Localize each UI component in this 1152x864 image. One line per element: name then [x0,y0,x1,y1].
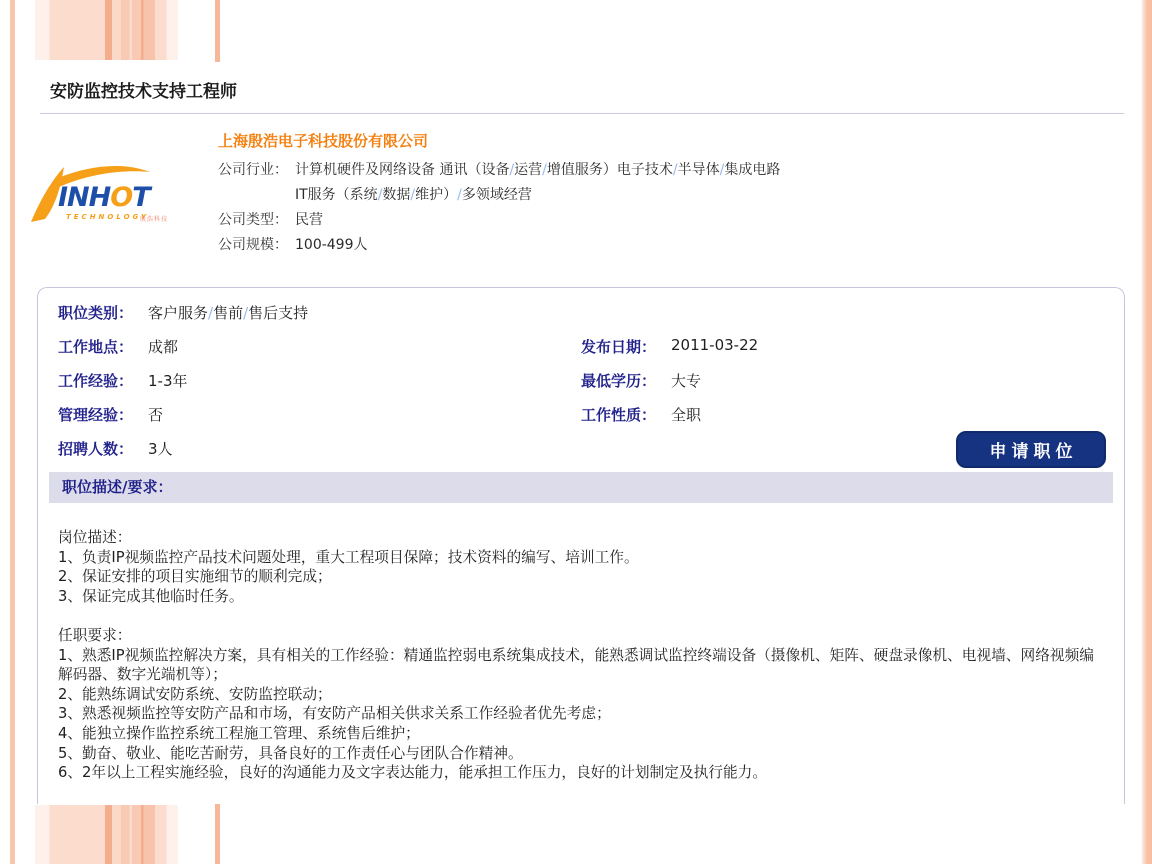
company-industry-value2: IT服务（系统/数据/维护）/多领域经营 [295,187,532,203]
decorative-tick-bottom [215,802,220,864]
company-type-label: 公司类型： [218,212,288,228]
job-description-text: 岗位描述： 1、负责IP视频监控产品技术问题处理，重大工程项目保障；技术资料的编写、培训工作。 2、保证安排的项目实施细节的顺利完成； 3、保证完成其他临时任务。 任职要求： 1、熟悉IP视频监控解决方案，具有相关的工作经验：精通监控弱电系统集成技术，能熟悉调试监控终端设备（摄像机、矩阵、硬盘录像机、电视墙、网络视频编解码器、数字光端机等）； 2、能熟练调试安防系统、安防监控联动； 3、熟悉视频监控等安防产品和市场，有安防产品相关供求关系工作经验者优先考虑； 4、能独立操作监控系统工程施工管理、系统售后维护； 5、勤奋、敬业、能吃苦耐劳，具备良好的工作责任心与团队合作精神。 6、2年以上工程实施经验，良好的沟通能力及文字表达能力，能承担工作压力，良好的计划制定及执行能力。 [58,529,1094,782]
job-category-label: 职位类别： [58,304,134,322]
job-education-label: 最低学历： [581,372,657,390]
decorative-stripes-top [35,0,178,60]
job-education-row [581,370,758,390]
job-detail-panel [37,287,1125,804]
job-headcount-row [58,438,308,458]
right-edge-stripe [1141,0,1152,864]
job-worktype-value: 全职 [671,406,702,424]
apply-job-button[interactable]: 申请职位 [956,431,1106,468]
company-industry-value: 计算机硬件及网络设备 通讯（设备/运营/增值服务）电子技术/半导体/集成电路 [295,162,781,178]
page-title: 安防监控技术支持工程师 [50,82,237,102]
company-type-row [218,208,780,233]
job-worktype-label: 工作性质： [581,406,657,424]
job-category-row [58,302,308,322]
job-location-label: 工作地点： [58,338,134,356]
logo-wordmark: INHOT [58,182,150,213]
job-education-value: 大专 [671,372,702,390]
job-management-row [58,404,308,424]
job-description-section-header: 职位描述/要求： [49,472,1113,503]
company-industry-row [218,158,780,208]
decorative-tick-top [215,0,220,62]
job-category-value: 客户服务/售前/售后支持 [148,304,309,322]
job-postdate-value: 2011-03-22 [671,336,759,354]
job-management-label: 管理经验： [58,406,134,424]
job-location-value: 成都 [148,338,179,356]
company-type-value: 民营 [295,212,323,228]
decorative-stripes-bottom [35,805,178,864]
job-postdate-label: 发布日期： [581,338,657,356]
job-management-value: 否 [148,406,164,424]
job-fields-left [58,302,308,472]
job-headcount-label: 招聘人数： [58,440,134,458]
job-experience-row [58,370,308,390]
job-worktype-row [581,404,758,424]
logo-subtext: TECHNOLOGY [66,213,150,221]
job-headcount-value: 3人 [148,440,173,458]
company-size-row [218,233,780,258]
company-industry-label: 公司行业： [218,162,288,178]
job-location-row [58,336,308,356]
company-size-label: 公司规模： [218,237,288,253]
company-logo [28,160,178,236]
company-size-value: 100-499人 [295,237,368,253]
job-postdate-row [581,336,758,356]
job-experience-label: 工作经验： [58,372,134,390]
logo-subtext-cn: 殷浩科技 [140,216,169,223]
job-experience-value: 1-3年 [148,372,188,390]
title-divider [40,113,1124,114]
company-name-link[interactable]: 上海殷浩电子科技股份有限公司 [218,132,429,150]
job-fields-right [581,336,758,438]
company-info [218,158,780,258]
left-edge-stripe [10,0,15,864]
